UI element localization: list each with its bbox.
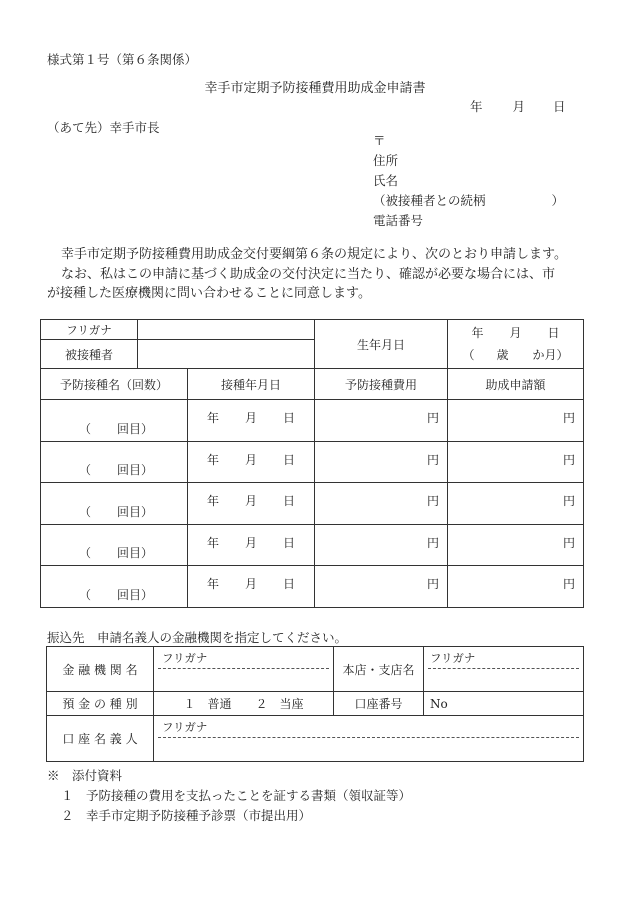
address-label: 住所 [373,153,399,168]
birthdate-label: 生年月日 [315,320,448,369]
table-row [41,524,584,566]
deposit-type-options[interactable]: １ 普通 ２ 当座 [154,692,334,716]
column-header: 予防接種費用 [315,369,448,400]
cost-field[interactable]: 円 [315,566,448,608]
table-row [41,483,584,525]
applicant-block [373,131,564,231]
date-month: 月 [512,99,526,114]
furigana-label: フリガナ [41,320,138,340]
table-row [41,400,584,442]
recipient-label: 被接種者 [41,340,138,369]
institution-field[interactable]: フリガナ [154,647,334,692]
column-header: 助成申請額 [448,369,584,400]
phone-label: 電話番号 [373,213,424,228]
amount-field[interactable]: 円 [448,566,584,608]
column-header: 接種年月日 [188,369,315,400]
amount-field[interactable]: 円 [448,483,584,525]
name-label: 氏名 [373,173,399,188]
vaccination-date-field[interactable]: 年 月 日 [188,483,315,525]
account-number-label: 口座番号 [334,692,424,716]
vaccine-name-field[interactable]: （ 回目） [41,524,188,566]
table-row [41,441,584,483]
statement-line: 幸手市定期予防接種費用助成金交付要綱第６条の規定により、次のとおり申請します。 [61,247,567,262]
date-year: 年 [470,99,483,114]
deposit-type-label: 預 金 の 種 別 [47,692,154,716]
account-holder-label: 口 座 名 義 人 [47,716,154,762]
bank-table [46,646,584,762]
vaccination-date-field[interactable]: 年 月 日 [188,441,315,483]
cost-field[interactable]: 円 [315,483,448,525]
account-number-field[interactable]: No [424,692,584,716]
vaccine-name-field[interactable]: （ 回目） [41,483,188,525]
account-holder-field[interactable]: フリガナ [154,716,584,762]
statement [47,245,567,304]
amount-field[interactable]: 円 [448,400,584,442]
amount-field[interactable]: 円 [448,441,584,483]
postal-mark: 〒 [373,133,386,148]
vaccination-date-field[interactable]: 年 月 日 [188,400,315,442]
vaccination-date-field[interactable]: 年 月 日 [188,524,315,566]
vaccine-name-field[interactable]: （ 回目） [41,441,188,483]
date-day: 日 [553,99,566,114]
addressee: （あて先）幸手市長 [47,120,160,135]
cost-field[interactable]: 円 [315,524,448,566]
relation-label: （被接種者との続柄 ） [373,193,565,208]
attachments [47,766,411,826]
statement-line: が接種した医療機関に問い合わせることに同意します。 [47,286,371,301]
branch-label: 本店・支店名 [334,647,424,692]
recipient-furigana-field[interactable] [138,320,315,340]
attachment-item: ２ 幸手市定期予防接種予診票（市提出用） [61,808,312,823]
birthdate-field[interactable]: 年 月 日 （ 歳 か月） [448,320,584,369]
cost-field[interactable]: 円 [315,400,448,442]
form-title: 幸手市定期予防接種費用助成金申請書 [204,81,426,96]
statement-line: なお、私はこの申請に基づく助成金の交付決定に当たり、確認が必要な場合には、市 [61,266,556,282]
vaccine-name-field[interactable]: （ 回目） [41,400,188,442]
cost-field[interactable]: 円 [315,441,448,483]
application-date [470,97,566,115]
vaccine-name-field[interactable]: （ 回目） [41,566,188,608]
vaccination-date-field[interactable]: 年 月 日 [188,566,315,608]
column-header: 予防接種名（回数） [41,369,188,400]
form-number: 様式第１号（第６条関係） [47,52,198,67]
amount-field[interactable]: 円 [448,524,584,566]
recipient-table [40,319,584,608]
bank-note: 振込先 申請名義人の金融機関を指定してください。 [47,630,348,645]
attachments-heading: ※ 添付資料 [47,768,123,783]
attachment-item: １ 予防接種の費用を支払ったことを証する書類（領収証等） [61,788,412,803]
recipient-name-field[interactable] [138,340,315,369]
branch-field[interactable]: フリガナ [424,647,584,692]
institution-label: 金 融 機 関 名 [47,647,154,692]
table-row [41,566,584,608]
